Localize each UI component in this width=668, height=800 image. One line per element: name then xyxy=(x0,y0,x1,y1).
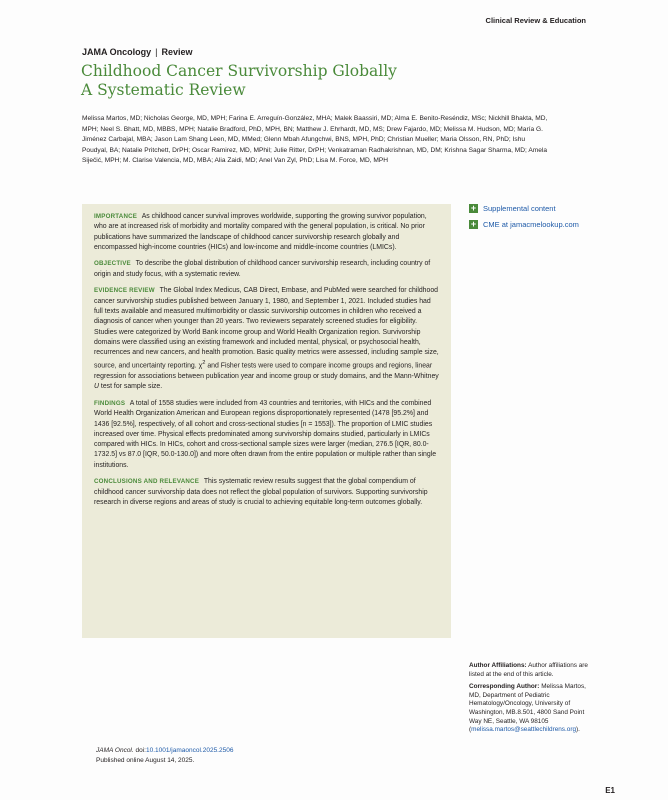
journal-name: JAMA Oncology xyxy=(82,47,152,57)
evidence-review-text-2: and Fisher tests were used to compare income groups and regions, linear regression for associations between publication year and income group or study domains, and the Mann-Whitney xyxy=(94,362,439,381)
author-affiliations xyxy=(469,662,594,739)
article-subtitle: A Systematic Review xyxy=(81,81,246,99)
affiliations-label: Author Affiliations: xyxy=(469,662,527,669)
article-type: Review xyxy=(161,47,193,57)
abstract-evidence-review xyxy=(94,286,441,392)
evidence-review-text: The Global Index Medicus, CAB Direct, Embase, and PubMed were searched for childhood cancer survivorship studies published between January 1, 1980, and September 1, 2021. Included studies had full texts available and measured multimorbidity or classic survivorship outcomes in children who received a diagnosis of cancer when younger than 20 years. Two reviewers separately screened studies for eligibility. Studies were categorized by World Bank income group and World Health Organization region. Survivorship domains were classified using an existing framework and included mental, physical, or psychosocial health, recurrences and new cancers, and health promotion. Basic quality metrics were assessed, including sample size, source, and uncertainty reporting. xyxy=(94,287,439,370)
journal-abbrev: JAMA Oncol. xyxy=(96,747,134,754)
conclusions-text: This systematic review results suggest that the global compendium of childhood cancer survivorship data does not reflect the global population of survivors. Supporting survivorship research in diverse regions and areas of study is crucial to achieving equitable long-term outcomes globally. xyxy=(94,478,428,506)
conclusions-heading: CONCLUSIONS AND RELEVANCE xyxy=(94,478,200,486)
section-label: Clinical Review & Education xyxy=(485,16,586,25)
sidebar-links xyxy=(469,204,579,236)
u-symbol: U xyxy=(94,383,99,391)
corresponding-email[interactable]: melissa.martos@seattlechildrens.org xyxy=(471,726,577,734)
citation-doi-line xyxy=(96,746,233,756)
corresponding-author xyxy=(469,683,594,735)
cme-prefix[interactable]: CME at xyxy=(483,220,509,229)
importance-text: As childhood cancer survival improves worldwide, supporting the growing survivor population, who are at increased risk of morbidity and mortality compared with the general population, is critical. No prior publications have summarized the landscape of childhood cancer survivorship research globally and encompassed high-income countries (HICs) and low-income and middle-income countries (LMICs). xyxy=(94,213,427,251)
evidence-review-heading: EVIDENCE REVIEW xyxy=(94,287,155,295)
chi-superscript: 2 xyxy=(202,360,206,367)
page-number: E1 xyxy=(605,786,615,795)
cme-url[interactable]: jamacmelookup.com xyxy=(510,220,579,229)
findings-text: A total of 1558 studies were included from 43 countries and territories, with HICs and the combined World Health Organization American and European regions disproportionately represented (1478 [95.2%] and 1436 [92.5%], respectively, of all cohort and cross-sectional studies [n = 1553]). The proportion of LMIC studies increased over time. Physical effects predominated among survivorship domains studied, particularly in LMICs compared with HICs. In HICs, cohort and cross-sectional sample sizes were larger (median, 276.5 [IQR, 80.0-1732.5] vs 87.0 [IQR, 50.0-130.0]) and more often drawn from the entire population or multiple rather than single institutions. xyxy=(94,399,437,469)
plus-icon: + xyxy=(470,219,477,229)
abstract-objective xyxy=(94,259,441,280)
doi-link[interactable]: 10.1001/jamaoncol.2025.2506 xyxy=(145,747,234,754)
affiliations-note xyxy=(469,662,594,679)
abstract-importance xyxy=(94,212,441,253)
article-title: Childhood Cancer Survivorship Globally xyxy=(81,62,397,80)
cme-link[interactable] xyxy=(469,220,579,229)
journal-header xyxy=(82,47,193,57)
published-date: Published online August 14, 2025. xyxy=(96,756,195,764)
citation-block xyxy=(96,746,233,765)
corresponding-label: Corresponding Author: xyxy=(469,683,540,691)
corresponding-end: ). xyxy=(576,726,580,734)
author-list: Melissa Martos, MD; Nicholas George, MD, MPH; Farina E. Arreguín-González, MHA; Malek Baassiri, MD; Alma E. Benito-Reséndiz, MSc; Nickhill Bhakta, MD, MPH; Neel S. Bhatt, MD, MBBS, MPH; Natalie Bradford, PhD, MPH, BN; Matthew J. Ehrhardt, MD, MS; Drew Fajardo, MD; Melissa M. Hudson, MD; María G. Jiménez Carbajal, MBA; Jason Lam Shang Leen, MD, MMed; Glenn Mbah Afungchwi, BNS, MPH, PhD; Christian Mueller; Maria Olsson, RN, PhD; Ishu Poudyal, BA; Natalie Pritchett, DrPH; Oscar Ramirez, MD, MPhil; Julie Ritter, DrPH; Venkatraman Radhakrishnan, MD, DM; Krishna Sagar Sharma, MD; Amela Siječić, MPH; M. Clarise Valencia, MD, MBA; Alia Zaidi, MD; Anel Van Zyl, PhD; Lisa M. Force, MD, MPH xyxy=(82,115,548,165)
doi-prefix: doi: xyxy=(135,747,146,754)
objective-text: To describe the global distribution of childhood cancer survivorship research, including country of origin and study focus, with a systematic review. xyxy=(94,260,431,278)
chi-symbol: χ xyxy=(198,362,203,370)
article-title-block xyxy=(81,62,397,100)
affiliations-text: Author affiliations are listed at the end of this article. xyxy=(469,662,588,678)
corresponding-text: Melissa Martos, MD, Department of Pediatric Hematology/Oncology, University of Washington, MB.8.501, 4800 Sand Point Way NE, Seattle, WA 98105 ( xyxy=(469,683,586,734)
abstract-findings xyxy=(94,399,441,471)
evidence-review-text-3: test for sample size. xyxy=(98,383,163,391)
plus-icon: + xyxy=(470,203,477,213)
supplemental-content-link[interactable] xyxy=(469,204,579,213)
supplemental-content-label[interactable]: Supplemental content xyxy=(483,204,556,213)
findings-heading: FINDINGS xyxy=(94,399,126,407)
abstract-box xyxy=(82,204,451,638)
objective-heading: OBJECTIVE xyxy=(94,260,131,268)
abstract-conclusions xyxy=(94,477,441,508)
importance-heading: IMPORTANCE xyxy=(94,213,138,220)
header-separator: | xyxy=(155,47,158,57)
